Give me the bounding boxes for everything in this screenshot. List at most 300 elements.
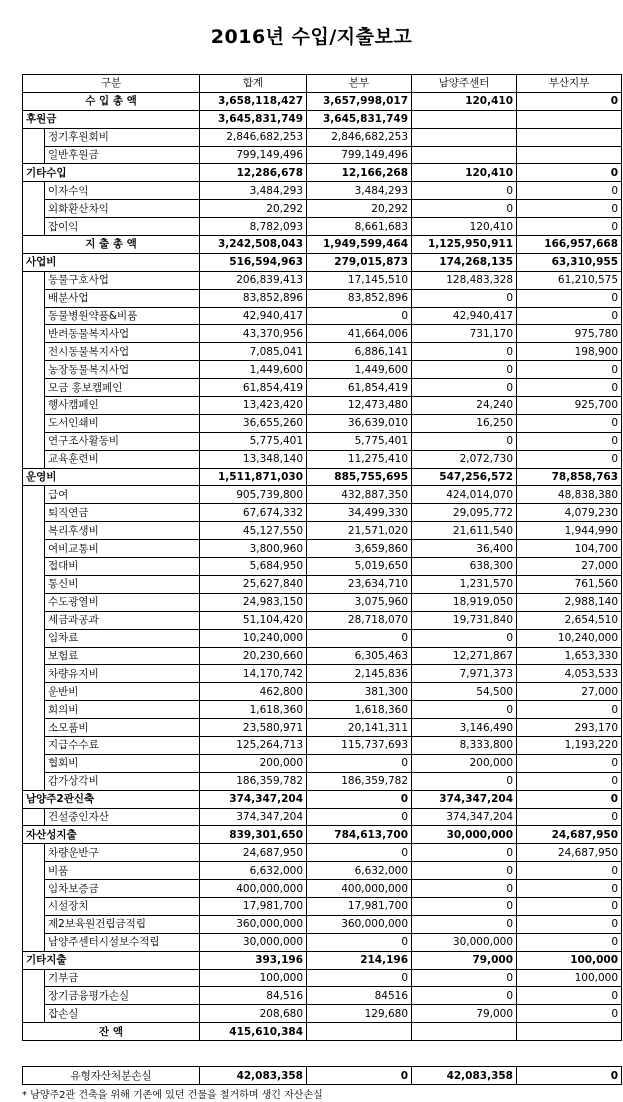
cell-hq: 6,305,463: [307, 647, 412, 665]
cell-busan: 761,560: [517, 575, 622, 593]
cell-total: 1,449,600: [200, 361, 307, 379]
cell-total: 374,347,204: [200, 790, 307, 808]
cell-busan: 1,944,990: [517, 522, 622, 540]
cell-busan: 4,079,230: [517, 504, 622, 522]
cell-namyangju: 16,250: [412, 414, 517, 432]
cell-namyangju: [412, 110, 517, 128]
indent-cell: [23, 271, 45, 289]
cell-hq: 61,854,419: [307, 379, 412, 397]
cell-hq: 3,075,960: [307, 593, 412, 611]
cell-total: 45,127,550: [200, 522, 307, 540]
cell-busan: 0: [517, 361, 622, 379]
indent-cell: [23, 504, 45, 522]
report-table: [22, 74, 622, 1041]
cell-total: 1,618,360: [200, 701, 307, 719]
indent-cell: [23, 844, 45, 862]
cell-total: 83,852,896: [200, 289, 307, 307]
cell-namyangju: 79,000: [412, 1005, 517, 1023]
cell-busan: 2,654,510: [517, 611, 622, 629]
table-row: [23, 468, 622, 486]
cell-busan: [517, 110, 622, 128]
cell-total: 415,610,384: [200, 1023, 307, 1041]
row-label: 임차보증금: [45, 880, 200, 898]
row-label: 정기후원회비: [45, 128, 200, 146]
indent-cell: [23, 969, 45, 987]
cell-hq: 885,755,695: [307, 468, 412, 486]
cell-namyangju: 0: [412, 969, 517, 987]
cell-busan: 0: [517, 289, 622, 307]
row-label: 남양주센터시설보수적립: [45, 933, 200, 951]
cell-hq: 799,149,496: [307, 146, 412, 164]
cell-hq: 20,292: [307, 200, 412, 218]
cell-busan: 100,000: [517, 969, 622, 987]
table-row: [23, 1005, 622, 1023]
row-label: 통신비: [45, 575, 200, 593]
row-label: 지급수수료: [45, 736, 200, 754]
table-row: [23, 897, 622, 915]
cell-hq: 432,887,350: [307, 486, 412, 504]
indent-cell: [23, 128, 45, 146]
cell-total: 7,085,041: [200, 343, 307, 361]
cell-total: 206,839,413: [200, 271, 307, 289]
header-hq: 본부: [307, 75, 412, 93]
cell-busan: 0: [517, 92, 622, 110]
cell-namyangju: 638,300: [412, 558, 517, 576]
header-busan: 부산지부: [517, 75, 622, 93]
cell-namyangju: 30,000,000: [412, 826, 517, 844]
cell-namyangju: 174,268,135: [412, 253, 517, 271]
indent-cell: [23, 772, 45, 790]
table-row: [23, 253, 622, 271]
cell-namyangju: 0: [412, 432, 517, 450]
cell-namyangju: [412, 1023, 517, 1041]
table-row: [23, 683, 622, 701]
row-label: 행사캠페인: [45, 397, 200, 415]
cell-namyangju: 1,125,950,911: [412, 236, 517, 254]
cell-total: 360,000,000: [200, 915, 307, 933]
loss-busan: 0: [517, 1067, 622, 1085]
row-label: 협회비: [45, 754, 200, 772]
cell-busan: 0: [517, 790, 622, 808]
row-label: 기타지출: [23, 951, 200, 969]
cell-busan: 0: [517, 1005, 622, 1023]
table-row: [23, 343, 622, 361]
indent-cell: [23, 289, 45, 307]
indent-cell: [23, 987, 45, 1005]
indent-cell: [23, 325, 45, 343]
cell-hq: 12,166,268: [307, 164, 412, 182]
table-row: [23, 736, 622, 754]
cell-total: 3,800,960: [200, 540, 307, 558]
cell-total: 43,370,956: [200, 325, 307, 343]
cell-hq: 5,019,650: [307, 558, 412, 576]
cell-hq: 0: [307, 969, 412, 987]
cell-total: 67,674,332: [200, 504, 307, 522]
cell-busan: 27,000: [517, 683, 622, 701]
row-label: 여비교통비: [45, 540, 200, 558]
cell-namyangju: 731,170: [412, 325, 517, 343]
cell-total: 3,658,118,427: [200, 92, 307, 110]
row-label: 수도광열비: [45, 593, 200, 611]
cell-namyangju: 1,231,570: [412, 575, 517, 593]
indent-cell: [23, 593, 45, 611]
table-row: [23, 432, 622, 450]
cell-busan: 24,687,950: [517, 844, 622, 862]
row-label: 동물병원약품&비품: [45, 307, 200, 325]
indent-cell: [23, 522, 45, 540]
indent-cell: [23, 146, 45, 164]
indent-cell: [23, 200, 45, 218]
indent-cell: [23, 915, 45, 933]
cell-hq: 400,000,000: [307, 880, 412, 898]
cell-namyangju: 54,500: [412, 683, 517, 701]
indent-cell: [23, 361, 45, 379]
cell-namyangju: 2,072,730: [412, 450, 517, 468]
cell-namyangju: 19,731,840: [412, 611, 517, 629]
cell-total: 2,846,682,253: [200, 128, 307, 146]
row-label: 건설중인자산: [45, 808, 200, 826]
cell-hq: 2,846,682,253: [307, 128, 412, 146]
cell-total: 20,230,660: [200, 647, 307, 665]
cell-hq: 20,141,311: [307, 719, 412, 737]
loss-hq: 0: [307, 1067, 412, 1085]
cell-busan: 1,193,220: [517, 736, 622, 754]
row-label: 급여: [45, 486, 200, 504]
table-row: [23, 826, 622, 844]
indent-cell: [23, 683, 45, 701]
indent-cell: [23, 611, 45, 629]
cell-namyangju: 3,146,490: [412, 719, 517, 737]
cell-namyangju: [412, 128, 517, 146]
row-label: 연구조사활동비: [45, 432, 200, 450]
table-row: [23, 325, 622, 343]
cell-namyangju: 36,400: [412, 540, 517, 558]
cell-hq: 8,661,683: [307, 218, 412, 236]
cell-total: 8,782,093: [200, 218, 307, 236]
table-row: [23, 647, 622, 665]
cell-busan: 10,240,000: [517, 629, 622, 647]
header-category: 구분: [23, 75, 200, 93]
cell-namyangju: 8,333,800: [412, 736, 517, 754]
cell-namyangju: 18,919,050: [412, 593, 517, 611]
cell-hq: 129,680: [307, 1005, 412, 1023]
row-label: 지 출 총 액: [23, 236, 200, 254]
cell-busan: 0: [517, 772, 622, 790]
cell-total: 100,000: [200, 969, 307, 987]
cell-total: 400,000,000: [200, 880, 307, 898]
header-row: [23, 75, 622, 93]
table-row: [23, 540, 622, 558]
table-row: [23, 593, 622, 611]
cell-total: 5,684,950: [200, 558, 307, 576]
cell-namyangju: 0: [412, 200, 517, 218]
row-label: 회의비: [45, 701, 200, 719]
cell-hq: 84516: [307, 987, 412, 1005]
cell-hq: 0: [307, 808, 412, 826]
row-label: 비품: [45, 862, 200, 880]
cell-total: 6,632,000: [200, 862, 307, 880]
cell-namyangju: 29,095,772: [412, 504, 517, 522]
loss-table: [22, 1066, 622, 1085]
row-label: 농장동물복지사업: [45, 361, 200, 379]
cell-busan: 0: [517, 880, 622, 898]
cell-total: 393,196: [200, 951, 307, 969]
cell-busan: 104,700: [517, 540, 622, 558]
table-row: [23, 575, 622, 593]
table-row: [23, 236, 622, 254]
cell-busan: 100,000: [517, 951, 622, 969]
cell-namyangju: 120,410: [412, 92, 517, 110]
cell-hq: 0: [307, 629, 412, 647]
row-label: 남양주2관신축: [23, 790, 200, 808]
indent-cell: [23, 307, 45, 325]
cell-hq: 1,618,360: [307, 701, 412, 719]
cell-hq: 17,981,700: [307, 897, 412, 915]
cell-hq: 17,145,510: [307, 271, 412, 289]
table-row: [23, 146, 622, 164]
table-row: [23, 200, 622, 218]
cell-namyangju: 0: [412, 379, 517, 397]
cell-hq: 12,473,480: [307, 397, 412, 415]
indent-cell: [23, 897, 45, 915]
table-row: [23, 880, 622, 898]
cell-total: 799,149,496: [200, 146, 307, 164]
table-row: [23, 1023, 622, 1041]
cell-hq: 3,659,860: [307, 540, 412, 558]
cell-hq: 360,000,000: [307, 915, 412, 933]
cell-total: 23,580,971: [200, 719, 307, 737]
cell-total: 13,423,420: [200, 397, 307, 415]
cell-namyangju: 12,271,867: [412, 647, 517, 665]
indent-cell: [23, 629, 45, 647]
header-total: 합계: [200, 75, 307, 93]
cell-busan: 975,780: [517, 325, 622, 343]
cell-hq: [307, 1023, 412, 1041]
table-row: [23, 987, 622, 1005]
cell-hq: 0: [307, 307, 412, 325]
cell-hq: 3,657,998,017: [307, 92, 412, 110]
cell-busan: 0: [517, 432, 622, 450]
table-row: [23, 92, 622, 110]
row-label: 잔 액: [23, 1023, 200, 1041]
cell-namyangju: 0: [412, 182, 517, 200]
row-label: 반려동물복지사업: [45, 325, 200, 343]
row-label: 수 입 총 액: [23, 92, 200, 110]
row-label: 이자수익: [45, 182, 200, 200]
table-row: [23, 951, 622, 969]
cell-hq: 0: [307, 844, 412, 862]
cell-busan: 48,838,380: [517, 486, 622, 504]
cell-hq: 186,359,782: [307, 772, 412, 790]
table-row: [23, 969, 622, 987]
row-label: 잡손실: [45, 1005, 200, 1023]
cell-hq: 28,718,070: [307, 611, 412, 629]
cell-hq: 115,737,693: [307, 736, 412, 754]
cell-namyangju: 21,611,540: [412, 522, 517, 540]
cell-total: 30,000,000: [200, 933, 307, 951]
row-label: 접대비: [45, 558, 200, 576]
cell-namyangju: 128,483,328: [412, 271, 517, 289]
cell-busan: 27,000: [517, 558, 622, 576]
table-row: [23, 110, 622, 128]
indent-cell: [23, 397, 45, 415]
cell-busan: 0: [517, 897, 622, 915]
cell-namyangju: 0: [412, 880, 517, 898]
cell-busan: 0: [517, 754, 622, 772]
table-row: [23, 558, 622, 576]
table-row: [23, 486, 622, 504]
table-row: [23, 271, 622, 289]
cell-namyangju: 0: [412, 343, 517, 361]
cell-hq: 36,639,010: [307, 414, 412, 432]
row-label: 임차료: [45, 629, 200, 647]
indent-cell: [23, 647, 45, 665]
cell-busan: 0: [517, 414, 622, 432]
row-label: 시설장치: [45, 897, 200, 915]
cell-busan: 0: [517, 701, 622, 719]
cell-busan: 0: [517, 379, 622, 397]
loss-row: [23, 1067, 622, 1085]
table-row: [23, 611, 622, 629]
row-label: 교육훈련비: [45, 450, 200, 468]
cell-busan: 0: [517, 218, 622, 236]
cell-total: 10,240,000: [200, 629, 307, 647]
cell-busan: 925,700: [517, 397, 622, 415]
indent-cell: [23, 182, 45, 200]
cell-busan: [517, 128, 622, 146]
cell-hq: 1,449,600: [307, 361, 412, 379]
cell-namyangju: 374,347,204: [412, 790, 517, 808]
cell-namyangju: 424,014,070: [412, 486, 517, 504]
cell-busan: 61,210,575: [517, 271, 622, 289]
indent-cell: [23, 450, 45, 468]
loss-total: 42,083,358: [200, 1067, 307, 1085]
cell-namyangju: 0: [412, 361, 517, 379]
row-label: 배분사업: [45, 289, 200, 307]
cell-hq: 0: [307, 933, 412, 951]
table-row: [23, 808, 622, 826]
indent-cell: [23, 736, 45, 754]
row-label: 전시동물복지사업: [45, 343, 200, 361]
cell-total: 24,983,150: [200, 593, 307, 611]
table-row: [23, 182, 622, 200]
row-label: 운반비: [45, 683, 200, 701]
row-label: 복리후생비: [45, 522, 200, 540]
table-row: [23, 379, 622, 397]
row-label: 도서인쇄비: [45, 414, 200, 432]
row-label: 차량운반구: [45, 844, 200, 862]
cell-hq: 784,613,700: [307, 826, 412, 844]
cell-hq: 214,196: [307, 951, 412, 969]
cell-busan: 24,687,950: [517, 826, 622, 844]
cell-namyangju: 374,347,204: [412, 808, 517, 826]
indent-cell: [23, 414, 45, 432]
cell-namyangju: 0: [412, 987, 517, 1005]
page-title: 2016년 수입/지출보고: [210, 26, 413, 48]
cell-total: 839,301,650: [200, 826, 307, 844]
cell-hq: 0: [307, 754, 412, 772]
row-label: 제2보육원건립금적립: [45, 915, 200, 933]
table-row: [23, 862, 622, 880]
indent-cell: [23, 486, 45, 504]
row-label: 사업비: [23, 253, 200, 271]
row-label: 기부금: [45, 969, 200, 987]
row-label: 보험료: [45, 647, 200, 665]
table-row: [23, 397, 622, 415]
cell-total: 905,739,800: [200, 486, 307, 504]
row-label: 기타수입: [23, 164, 200, 182]
cell-hq: 3,484,293: [307, 182, 412, 200]
loss-namyangju: 42,083,358: [412, 1067, 517, 1085]
cell-total: 200,000: [200, 754, 307, 772]
indent-cell: [23, 665, 45, 683]
cell-hq: 6,632,000: [307, 862, 412, 880]
cell-hq: 3,645,831,749: [307, 110, 412, 128]
table-row: [23, 361, 622, 379]
cell-namyangju: 547,256,572: [412, 468, 517, 486]
row-label: 퇴직연금: [45, 504, 200, 522]
cell-busan: 0: [517, 450, 622, 468]
cell-total: 12,286,678: [200, 164, 307, 182]
cell-busan: [517, 146, 622, 164]
cell-busan: 0: [517, 200, 622, 218]
table-row: [23, 504, 622, 522]
indent-cell: [23, 754, 45, 772]
cell-busan: 0: [517, 182, 622, 200]
cell-hq: 1,949,599,464: [307, 236, 412, 254]
cell-total: 125,264,713: [200, 736, 307, 754]
indent-cell: [23, 343, 45, 361]
cell-busan: 0: [517, 915, 622, 933]
cell-namyangju: 0: [412, 772, 517, 790]
cell-total: 3,484,293: [200, 182, 307, 200]
cell-hq: 23,634,710: [307, 575, 412, 593]
cell-namyangju: 0: [412, 915, 517, 933]
cell-namyangju: 0: [412, 289, 517, 307]
cell-hq: 2,145,836: [307, 665, 412, 683]
table-row: [23, 128, 622, 146]
indent-cell: [23, 432, 45, 450]
table-row: [23, 754, 622, 772]
cell-total: 14,170,742: [200, 665, 307, 683]
cell-total: 3,645,831,749: [200, 110, 307, 128]
cell-total: 13,348,140: [200, 450, 307, 468]
cell-busan: 0: [517, 933, 622, 951]
cell-busan: 198,900: [517, 343, 622, 361]
cell-busan: 4,053,533: [517, 665, 622, 683]
table-row: [23, 522, 622, 540]
cell-total: 42,940,417: [200, 307, 307, 325]
cell-namyangju: 42,940,417: [412, 307, 517, 325]
row-label: 자산성지출: [23, 826, 200, 844]
cell-busan: [517, 1023, 622, 1041]
row-label: 소모품비: [45, 719, 200, 737]
cell-busan: 0: [517, 987, 622, 1005]
row-label: 장기금융평가손실: [45, 987, 200, 1005]
cell-namyangju: 7,971,373: [412, 665, 517, 683]
cell-total: 5,775,401: [200, 432, 307, 450]
cell-total: 3,242,508,043: [200, 236, 307, 254]
cell-busan: 0: [517, 164, 622, 182]
table-row: [23, 844, 622, 862]
table-row: [23, 218, 622, 236]
row-label: 감가상각비: [45, 772, 200, 790]
cell-total: 17,981,700: [200, 897, 307, 915]
cell-hq: 41,664,006: [307, 325, 412, 343]
table-row: [23, 629, 622, 647]
header-namyangju: 남양주센터: [412, 75, 517, 93]
indent-cell: [23, 558, 45, 576]
